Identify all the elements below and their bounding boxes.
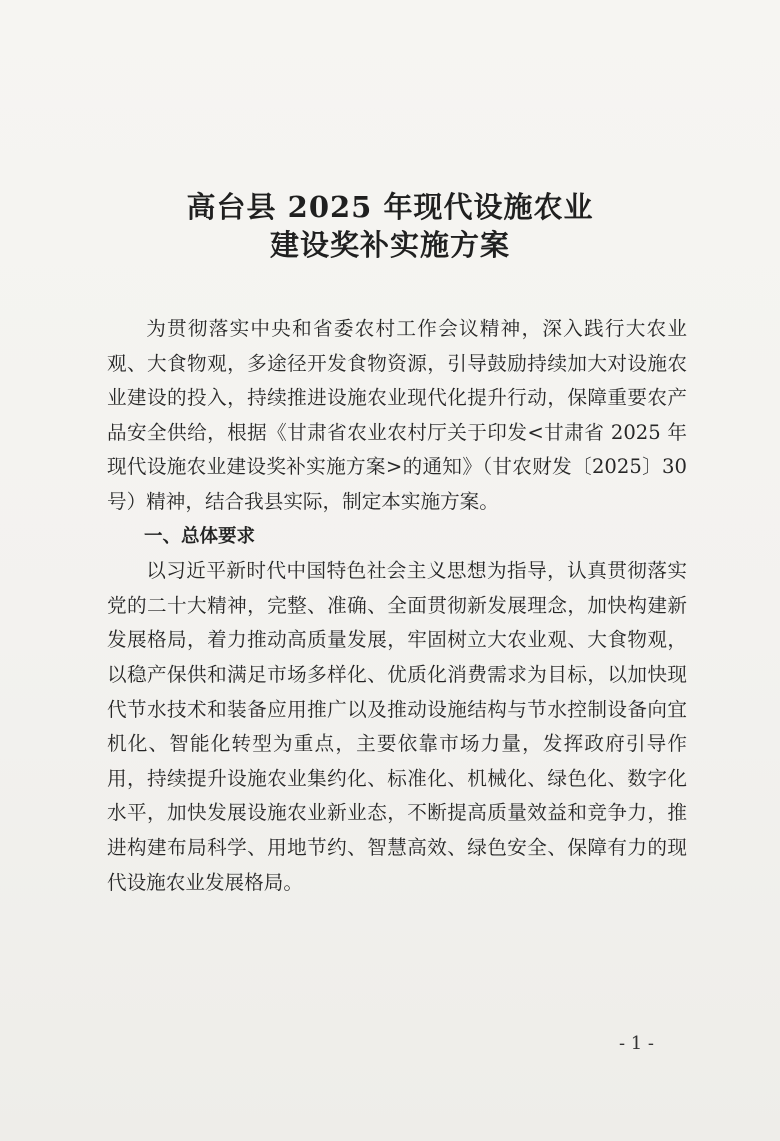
title-line-1: 高台县 2025 年现代设施农业 (186, 190, 594, 224)
document-body (107, 312, 687, 900)
document-title (0, 188, 780, 264)
section-heading-general-requirements: 一、总体要求 (144, 525, 256, 547)
page-number: - 1 - (618, 1033, 654, 1054)
title-line-2: 建设奖补实施方案 (269, 228, 510, 262)
section-paragraph-general-requirements: 以习近平新时代中国特色社会主义思想为指导，认真贯彻落实党的二十大精神，完整、准确、全面贯彻新发展理念，加快构建新发展格局，着力推动高质量发展，牢固树立大农业观、大食物观，以稳产保供和满足市场多样化、优质化消费需求为目标，以加快现代节水技术和装备应用推广以及推动设施结构与节水控制设备向宜机化、智能化转型为重点，主要依靠市场力量，发挥政府引导作用，持续提升设施农业集约化、标准化、机械化、绿色化、数字化水平，加快发展设施农业新业态，不断提高质量效益和竞争力，推进构建布局科学、用地节约、智慧高效、绿色安全、保障有力的现代设施农业发展格局。 (107, 559, 687, 894)
intro-paragraph: 为贯彻落实中央和省委农村工作会议精神，深入践行大农业观、大食物观，多途径开发食物资源，引导鼓励持续加大对设施农业建设的投入，持续推进设施农业现代化提升行动，保障重要农产品安全供给，根据《甘肃省农业农村厅关于印发<甘肃省 2025 年现代设施农业建设奖补实施方案>的通知》（甘农财发〔2025〕30 号）精神，结合我县实际，制定本实施方案。 (107, 317, 687, 513)
